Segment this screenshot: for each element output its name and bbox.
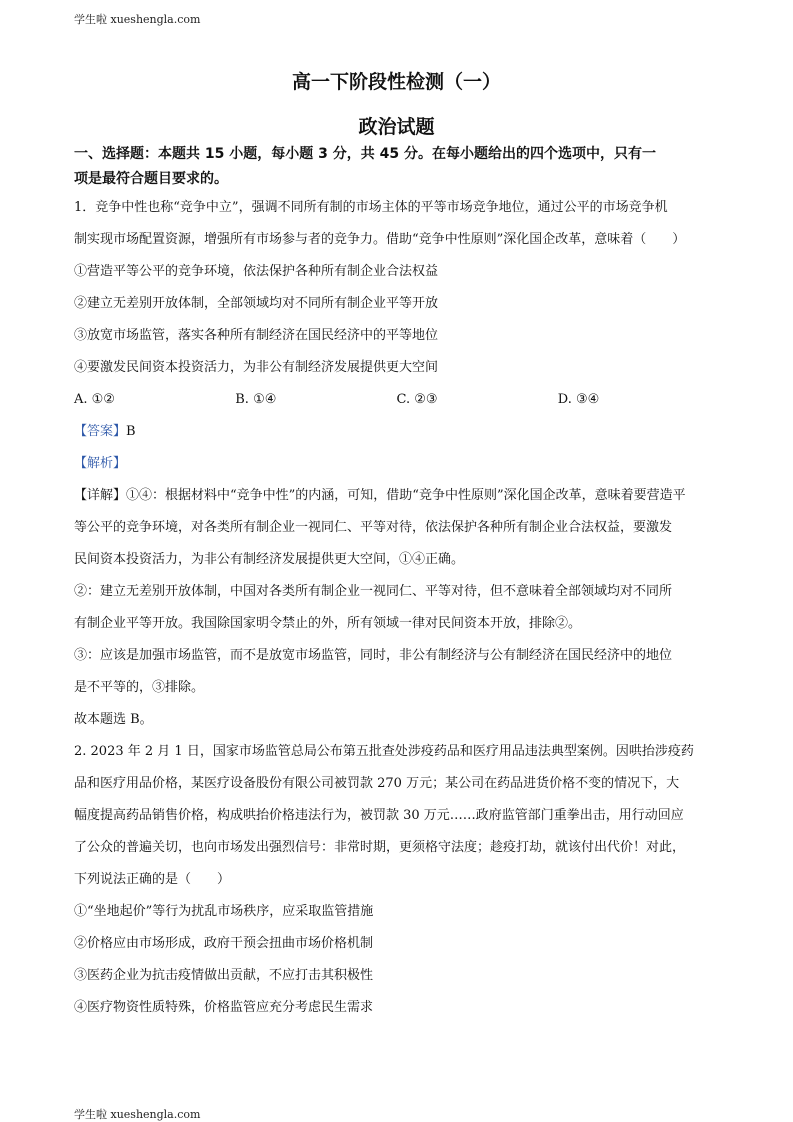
site-watermark-bottom: 学生啦 xueshengla.com: [74, 1108, 201, 1121]
q1-option-c: C. ②③: [396, 392, 438, 407]
q2-stem-line: 下列说法正确的是（ ）: [74, 872, 231, 887]
q2-item: ①“坐地起价”等行为扰乱市场秩序，应采取监管措施: [74, 904, 374, 919]
q1-item: ②建立无差别开放体制，全部领域均对不同所有制企业平等开放: [74, 296, 439, 311]
page-subtitle: 政治试题: [358, 116, 435, 138]
question-1: [74, 192, 719, 736]
section-heading-line1: 一、选择题：本题共 15 小题，每小题 3 分，共 45 分。在每小题给出的四个选项中，只有一: [74, 146, 656, 162]
answer-tag: 【答案】: [74, 424, 127, 439]
q1-stem-line: 1．竞争中性也称“竞争中立”，强调不同所有制的市场主体的平等市场竞争地位，通过公平的市场竞争机: [74, 200, 668, 215]
q1-option-b: B. ①④: [235, 392, 277, 407]
q2-item: ②价格应由市场形成，政府干预会扭曲市场价格机制: [74, 936, 374, 951]
q1-option-a: A. ①②: [74, 392, 115, 407]
answer-value: B: [126, 424, 136, 439]
q1-detail-line: 故本题选 B。: [74, 712, 153, 727]
q1-answer: [74, 416, 719, 448]
question-2: [74, 736, 719, 1024]
q2-stem-line: 2. 2023 年 2 月 1 日，国家市场监管总局公布第五批查处涉疫药品和医疗用品违法典型案例。因哄抬涉疫药: [74, 744, 694, 759]
analysis-tag: 【解析】: [74, 456, 127, 471]
q1-stem-line: 制实现市场配置资源，增强所有市场参与者的竞争力。借助“竞争中性原则”深化国企改革，意味着（ ）: [74, 232, 686, 247]
page-title: 高一下阶段性检测（一）: [291, 71, 501, 93]
q1-detail-line: 有制企业平等开放。我国除国家明令禁止的外，所有领域一律对民间资本开放，排除②。: [74, 616, 582, 631]
detail-tag: 【详解】: [74, 488, 127, 503]
q2-item: ④医疗物资性质特殊，价格监管应充分考虑民生需求: [74, 1000, 374, 1015]
q1-item: ④要激发民间资本投资活力，为非公有制经济发展提供更大空间: [74, 360, 439, 375]
q1-detail-line: 民间资本投资活力，为非公有制经济发展提供更大空间，①④正确。: [74, 552, 465, 567]
q1-detail-line: 等公平的竞争环境，对各类所有制企业一视同仁、平等对待，依法保护各种所有制企业合法权益，要激发: [74, 520, 673, 535]
q2-item: ③医药企业为抗击疫情做出贡献，不应打击其积极性: [74, 968, 374, 983]
q1-item: ①营造平等公平的竞争环境，依法保护各种所有制企业合法权益: [74, 264, 439, 279]
site-watermark-top: 学生啦 xueshengla.com: [74, 13, 201, 26]
q2-stem-line: 了公众的普遍关切，也向市场发出强烈信号：非常时期，更须格守法度；趁疫打劫，就该付出代价！对此，: [74, 840, 686, 855]
q1-detail-line: [74, 480, 719, 512]
q1-detail-line: ②：建立无差别开放体制，中国对各类所有制企业一视同仁、平等对待，但不意味着全部领域均对不同所: [74, 584, 673, 599]
q2-stem-line: 幅度提高药品销售价格，构成哄抬价格违法行为，被罚款 30 万元……政府监管部门重拳出击，用行动回应: [74, 808, 684, 823]
q1-option-d: D. ③④: [557, 392, 600, 407]
section-heading-line2: 项是最符合题目要求的。: [74, 171, 228, 187]
q1-detail-line: ③：应该是加强市场监管，而不是放宽市场监管，同时，非公有制经济与公有制经济在国民经济中的地位: [74, 648, 673, 663]
q1-options: [74, 384, 719, 416]
q2-stem-line: 品和医疗用品价格，某医疗设备股份有限公司被罚款 270 万元；某公司在药品进货价格不变的情况下，大: [74, 776, 680, 791]
detail-text: ①④：根据材料中“竞争中性”的内涵，可知，借助“竞争中性原则”深化国企改革，意味着要营造平: [126, 488, 686, 503]
q1-detail-line: 是不平等的，③排除。: [74, 680, 205, 695]
q1-analysis: [74, 448, 719, 480]
q1-item: ③放宽市场监管，落实各种所有制经济在国民经济中的平等地位: [74, 328, 439, 343]
document-body: [74, 66, 719, 1024]
